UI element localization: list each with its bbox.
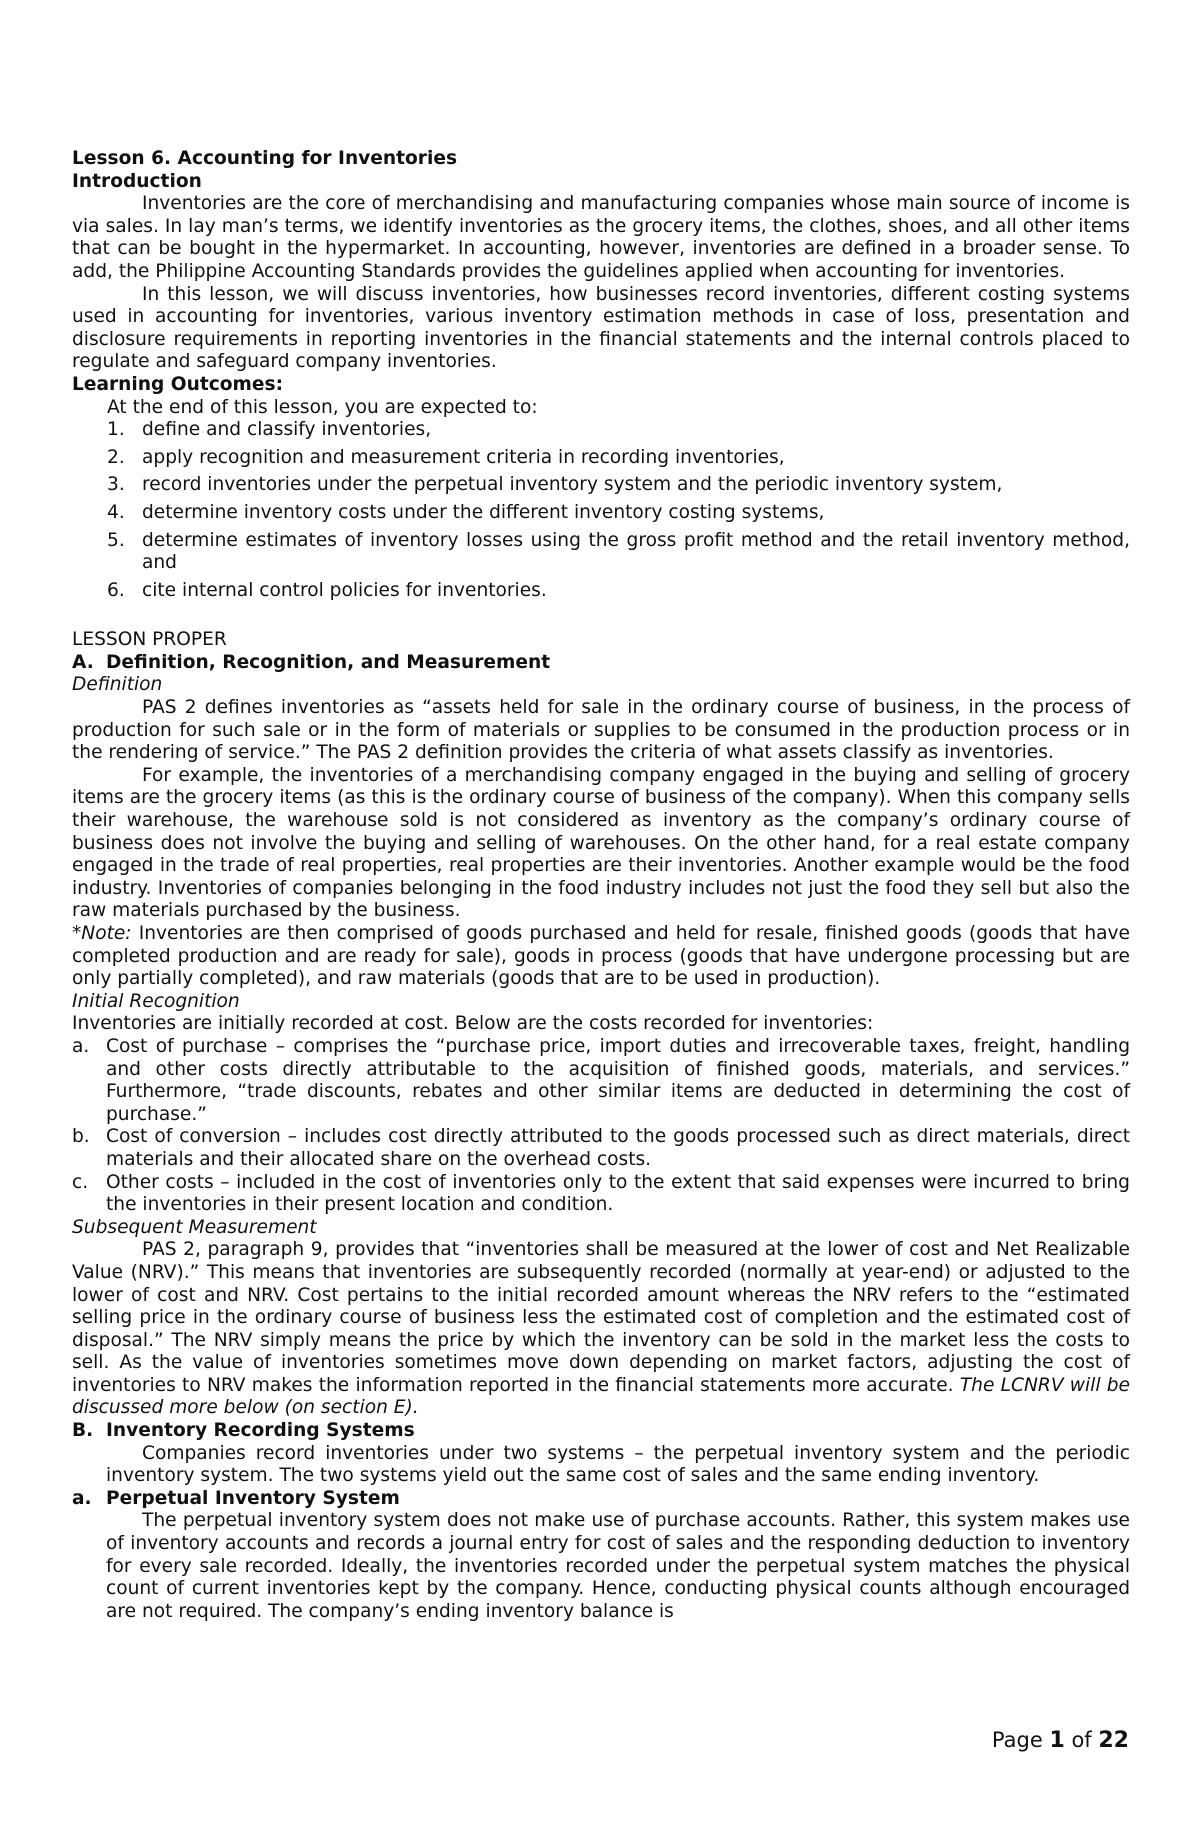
outcome-item: 4. determine inventory costs under the different inventory costing systems,	[107, 501, 825, 523]
note-paragraph: *Note: Inventories are then comprised of goods purchased and held for resale, finished goods (goods that have completed production and are ready for sale), goods in process (goods that have undergone processing but are only partially completed), and raw materials (goods that are to be used in production).	[72, 923, 1130, 990]
section-a-heading: A. Definition, Recognition, and Measurement	[72, 651, 551, 673]
learning-outcomes-list	[72, 419, 1130, 602]
intro-paragraph-1: Inventories are the core of merchandising and manufacturing companies whose main source of income is via sales. In lay man’s terms, we identify inventories as the grocery items, the clothes, shoes, and all other items that can be bought in the hypermarket. In accounting, however, inventories are defined in a broader sense. To add, the Philippine Accounting Standards provides the guidelines applied when accounting for inventories.	[72, 193, 1130, 282]
outcome-item: 3. record inventories under the perpetual inventory system and the periodic inventory system,	[107, 474, 1003, 496]
lesson-proper-heading: LESSON PROPER	[72, 629, 227, 651]
definition-paragraph-1: PAS 2 defines inventories as “assets held for sale in the ordinary course of business, in the process of production for such sale or in the form of materials or supplies to be consumed in the production process or in the rendering of service.” The PAS 2 definition provides the criteria of what assets classify as inventories.	[72, 697, 1130, 764]
spacer	[72, 607, 1130, 629]
subsequent-measurement-paragraph: PAS 2, paragraph 9, provides that “inventories shall be measured at the lower of cost and Net Realizable Value (NRV).” This means that inventories are subsequently recorded (normally at year-end) or adjusted to the lower of cost and NRV. Cost pertains to the initial recorded amount whereas the NRV refers to the “estimated selling price in the ordinary course of business less the estimated cost of completion and the estimated cost of disposal.” The NRV simply means the price by which the inventory can be sold in the market less the costs to sell. As the value of inventories sometimes move down depending on market factors, adjusting the cost of inventories to NRV makes the information reported in the financial statements more accurate. The LCNRV will be discussed more below (on section E).	[72, 1239, 1131, 1419]
introduction-heading: Introduction	[72, 170, 202, 192]
cost-item: c. Other costs – included in the cost of inventories only to the extent that said expenses were incurred to bring the inventories in their present location and condition.	[72, 1171, 1130, 1216]
outcome-item: 1. define and classify inventories,	[107, 419, 432, 441]
outcome-item: 5. determine estimates of inventory losses using the gross profit method and the retail inventory method, and	[107, 529, 1130, 574]
cost-item: b. Cost of conversion – includes cost directly attributed to the goods processed such as direct materials, direct materials and their allocated share on the overhead costs.	[72, 1126, 1130, 1170]
definition-paragraph-2: For example, the inventories of a merchandising company engaged in the buying and selling of grocery items are the grocery items (as this is the ordinary course of business of the company). When this company sells their warehouse, the warehouse sold is not considered as inventory as the company’s ordinary course of business does not involve the buying and selling of warehouses. On the other hand, for a real estate company engaged in the trade of real properties, real properties are their inventories. Another example would be the food industry. Inventories of companies belonging in the food industry includes not just the food they sell but also the raw materials purchased by the business.	[72, 764, 1130, 922]
intro-paragraph-2: In this lesson, we will discuss inventories, how businesses record inventories, different costing systems used in accounting for inventories, various inventory estimation methods in case of loss, presentation and disclosure requirements in reporting inventories in the financial statements and the internal controls placed to regulate and safeguard company inventories.	[72, 283, 1130, 373]
learning-outcomes-heading: Learning Outcomes:	[72, 373, 284, 395]
outcome-item: 2. apply recognition and measurement criteria in recording inventories,	[107, 446, 785, 468]
lesson-title: Lesson 6. Accounting for Inventories	[72, 148, 458, 169]
section-b-heading: B. Inventory Recording Systems	[72, 1420, 415, 1442]
cost-items-list	[72, 1036, 1130, 1217]
section-ba-paragraph: The perpetual inventory system does not make use of purchase accounts. Rather, this system makes use of inventory accounts and records a journal entry for cost of sales and the responding deduction to inventory for every sale recorded. Ideally, the inventories recorded under the perpetual system matches the physical count of current inventories kept by the company. Hence, conducting physical counts although encouraged are not required. The company’s ending inventory balance is	[106, 1510, 1130, 1622]
section-ba-heading: a. Perpetual Inventory System	[72, 1487, 400, 1509]
note-label: *Note:	[72, 923, 132, 944]
cost-item: a. Cost of purchase – comprises the “purchase price, import duties and irrecoverable taxes, freight, handling and other costs directly attributable to the acquisition of finished goods, materials, and services.” Furthermore, “trade discounts, rebates and other similar items are deducted in determining the cost of purchase.”	[72, 1035, 1130, 1125]
initial-recognition-heading: Initial Recognition	[72, 990, 240, 1012]
subsequent-measurement-heading: Subsequent Measurement	[72, 1216, 317, 1238]
page-number: Page 1 of 22	[991, 1728, 1129, 1753]
initial-recognition-lead: Inventories are initially recorded at cost. Below are the costs recorded for inventories:	[72, 1013, 874, 1035]
document-page	[72, 148, 1130, 1623]
definition-heading: Definition	[72, 674, 163, 696]
learning-outcomes-lead: At the end of this lesson, you are expected to:	[107, 396, 538, 418]
section-b-paragraph: Companies record inventories under two systems – the perpetual inventory system and the periodic inventory system. The two systems yield out the same cost of sales and the same ending inventory.	[106, 1442, 1130, 1487]
outcome-item: 6. cite internal control policies for inventories.	[107, 579, 547, 601]
